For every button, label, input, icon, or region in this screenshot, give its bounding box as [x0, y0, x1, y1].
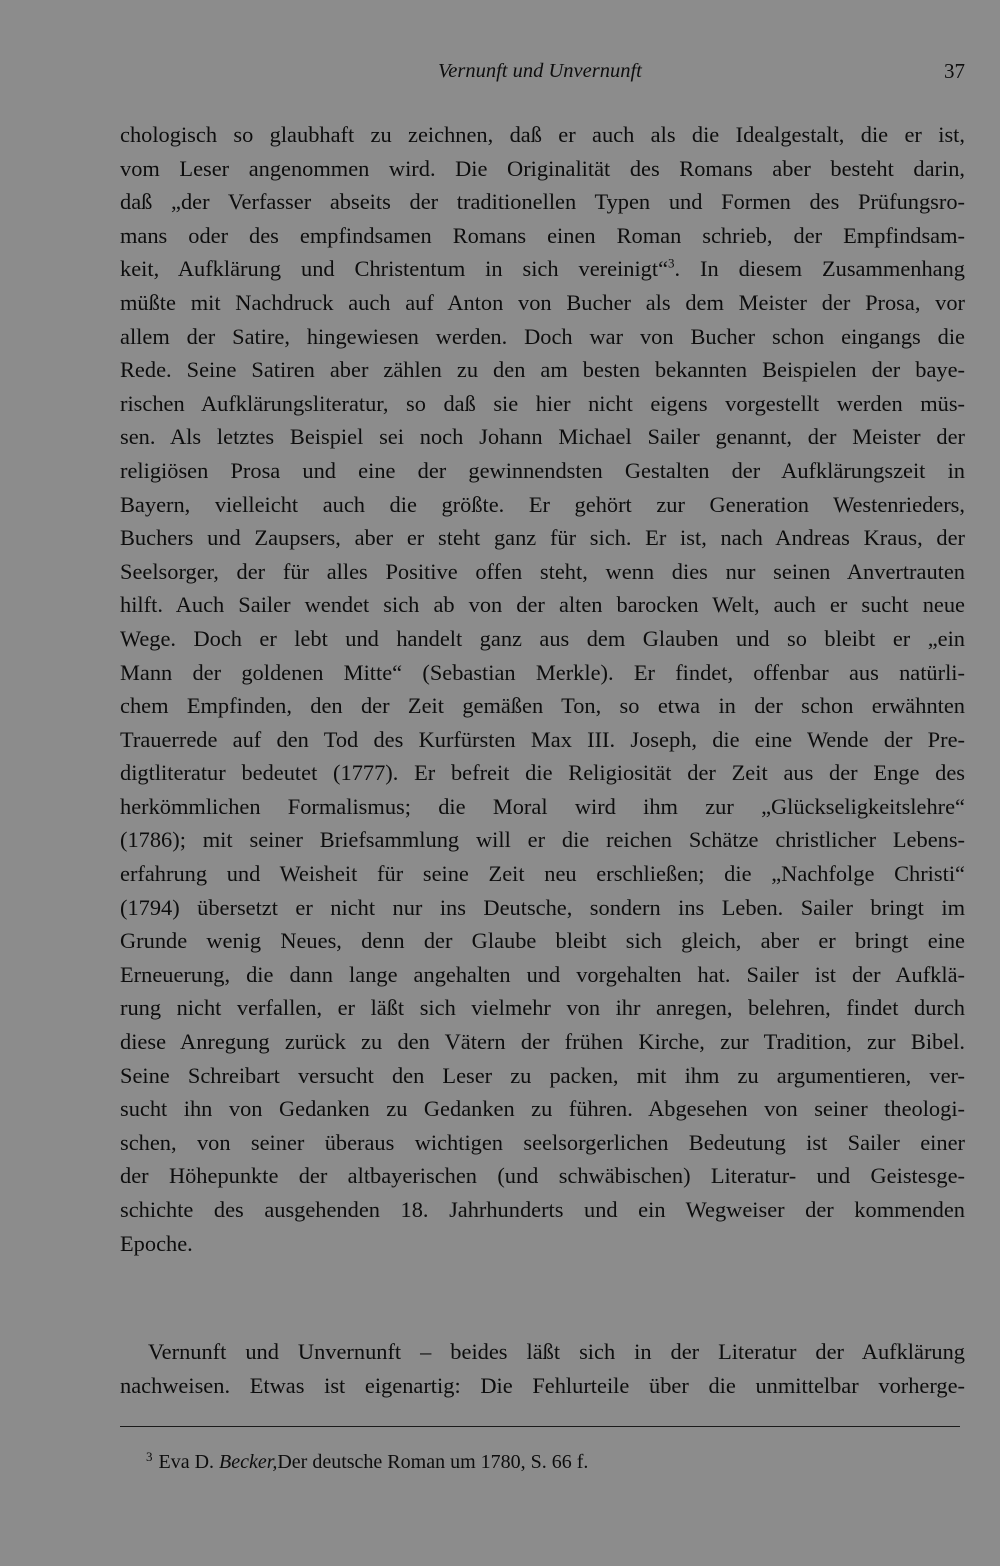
footnote-number: 3 — [146, 1449, 153, 1464]
footnote-divider — [120, 1426, 960, 1427]
text-line: hilft. Auch Sailer wendet sich ab von der alten barocken Welt, auch er sucht neue — [120, 592, 965, 618]
text-line: mans oder des empfindsamen Romans einen Roman schrieb, der Empfindsam- — [120, 222, 965, 248]
text-line-with-footnote-ref — [120, 252, 965, 286]
text-line: schichte des ausgehenden 18. Jahrhunderts und ein Wegweiser der kommenden — [120, 1197, 965, 1222]
text-line: allem der Satire, hingewiesen werden. Doch war von Bucher schon eingangs die — [120, 323, 965, 349]
text-line: vom Leser angenommen wird. Die Originalität des Romans aber besteht darin, — [120, 155, 965, 181]
text-line: sucht ihn von Gedanken zu Gedanken zu führen. Abgesehen von seiner theologi- — [120, 1096, 965, 1122]
text-line: Bayern, vielleicht auch die größte. Er gehört zur Generation Westenrieders, — [120, 491, 965, 517]
footnote-reference[interactable]: 3 — [668, 255, 675, 271]
text-line: chologisch so glaubhaft zu zeichnen, daß er auch als die Idealgestalt, die er ist, — [120, 122, 965, 147]
text-line: (1786); mit seiner Briefsammlung will er die reichen Schätze christlicher Lebens- — [120, 827, 965, 853]
text-line: Wege. Doch er lebt und handelt ganz aus dem Glauben und so bleibt er „ein — [120, 625, 965, 651]
text-segment: keit, Aufklärung und Christentum in sich vereinigt“ — [120, 256, 669, 282]
text-line: (1794) übersetzt er nicht nur ins Deutsche, sondern ins Leben. Sailer bringt im — [120, 894, 965, 920]
text-line: diese Anregung zurück zu den Vätern der frühen Kirche, zur Tradition, zur Bibel. — [120, 1029, 965, 1055]
running-header — [120, 54, 965, 90]
text-line: schen, von seiner überaus wichtigen seelsorgerlichen Bedeutung ist Sailer einer — [120, 1129, 965, 1155]
text-line: rung nicht verfallen, er läßt sich vielmehr von ihr anregen, belehren, findet durch — [120, 995, 965, 1021]
text-line: nachweisen. Etwas ist eigenartig: Die Fehlurteile über die unmittelbar vorherge- — [120, 1372, 965, 1398]
text-line: Seelsorger, der für alles Positive offen steht, wenn dies nur seinen Anvertrauten — [120, 558, 965, 584]
text-line: daß „der Verfasser abseits der traditionellen Typen und Formen des Prüfungsro- — [120, 189, 965, 215]
footnote-author-surname: Becker, — [219, 1451, 278, 1474]
footnote-author-prefix: Eva D. — [158, 1451, 220, 1474]
text-line: müßte mit Nachdruck auch auf Anton von Bucher als dem Meister der Prosa, vor — [120, 289, 965, 315]
text-segment: . In diesem Zusammenhang — [674, 256, 965, 282]
running-title: Vernunft und Unvernunft — [438, 60, 642, 82]
text-line: Vernunft und Unvernunft – beides läßt sich in der Literatur der Aufklärung — [148, 1339, 965, 1364]
footnote — [146, 1441, 966, 1478]
footnote-citation: Der deutsche Roman um 1780, S. 66 f. — [277, 1451, 589, 1474]
text-line: herkömmlichen Formalismus; die Moral wird ihm zur „Glückseligkeitslehre“ — [120, 793, 965, 819]
text-line: chem Empfinden, den der Zeit gemäßen Ton, so etwa in der schon erwähnten — [120, 693, 965, 719]
page-number: 37 — [944, 59, 965, 83]
text-line: rischen Aufklärungsliteratur, so daß sie hier nicht eigens vorgestellt werden müs- — [120, 390, 965, 416]
text-line: digtliteratur bedeutet (1777). Er befreit die Religiosität der Zeit aus der Enge des — [120, 760, 965, 786]
text-line: religiösen Prosa und eine der gewinnendsten Gestalten der Aufklärungszeit in — [120, 457, 965, 483]
text-line: Mann der goldenen Mitte“ (Sebastian Merkle). Er findet, offenbar aus natürli- — [120, 659, 965, 685]
text-line: erfahrung und Weisheit für seine Zeit neu erschließen; die „Nachfolge Christi“ — [120, 861, 965, 887]
text-line: der Höhepunkte der altbayerischen (und schwäbischen) Literatur- und Geistesge- — [120, 1163, 965, 1189]
body-paragraph-2 — [120, 1335, 965, 1402]
text-line: Epoche. — [120, 1230, 193, 1256]
text-line: Grunde wenig Neues, denn der Glaube bleibt sich gleich, aber er bringt eine — [120, 928, 965, 954]
text-line: Seine Schreibart versucht den Leser zu packen, mit ihm zu argumentieren, ver- — [120, 1062, 965, 1088]
text-line: sen. Als letztes Beispiel sei noch Johann Michael Sailer genannt, der Meister der — [120, 424, 965, 450]
text-line: Trauerrede auf den Tod des Kurfürsten Max III. Joseph, die eine Wende der Pre- — [120, 726, 965, 752]
text-line: Rede. Seine Satiren aber zählen zu den am besten bekannten Beispielen der baye- — [120, 357, 965, 383]
body-paragraph-1 — [120, 118, 965, 1260]
text-line: Erneuerung, die dann lange angehalten und vorgehalten hat. Sailer ist der Aufklä- — [120, 961, 965, 987]
text-line: Buchers und Zaupsers, aber er steht ganz für sich. Er ist, nach Andreas Kraus, der — [120, 525, 965, 551]
